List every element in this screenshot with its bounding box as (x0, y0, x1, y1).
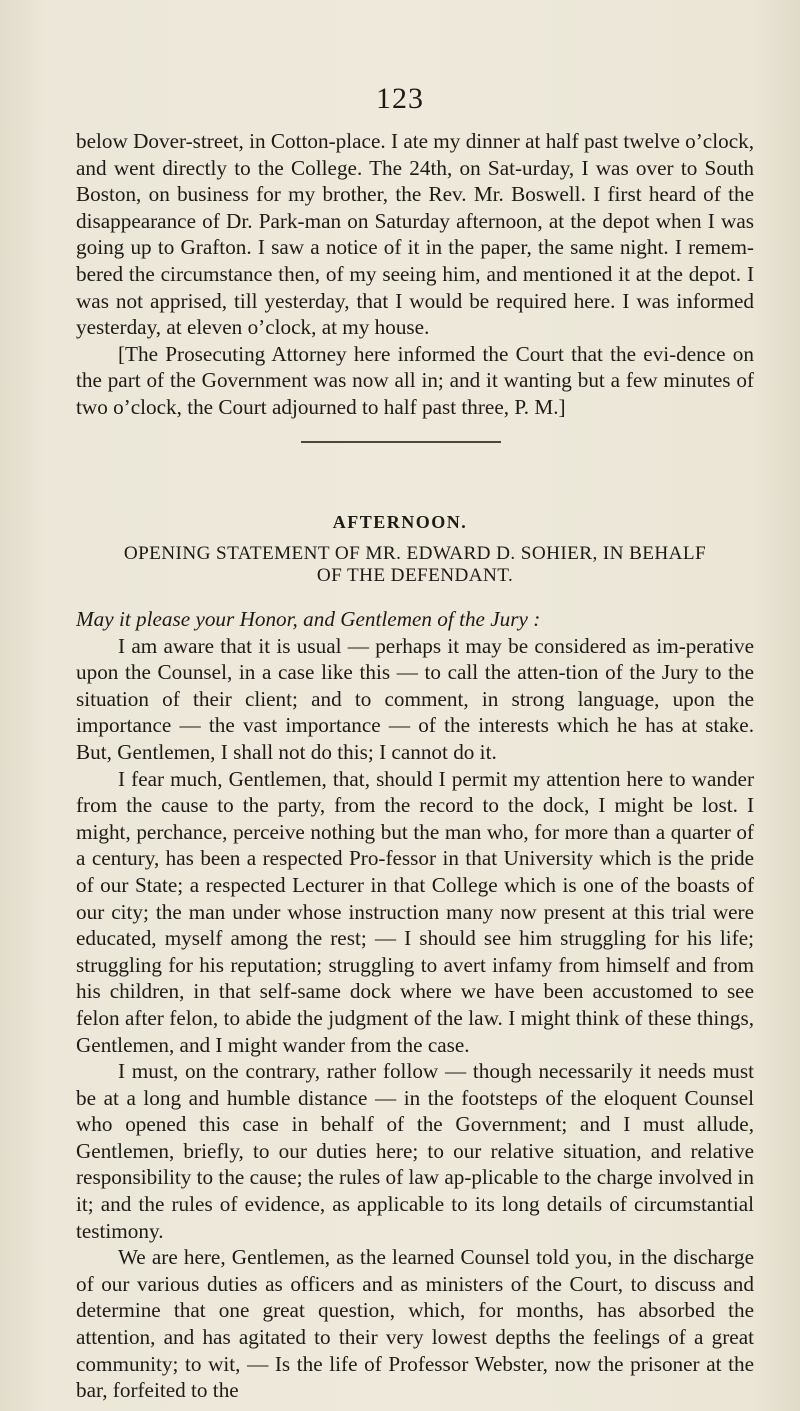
opening-heading-line-1: OPENING STATEMENT OF MR. EDWARD D. SOHIER, IN BEHALF (123, 543, 707, 564)
statement-paragraph: I must, on the contrary, rather follow — though necessarily it needs must be at a long and humble distance — in the footsteps of the eloquent Counsel who opened this case in behalf of the Government; and I must allude, Gentlemen, briefly, to our duties here; to our relative situation, and relative responsibility to the cause; the rules of law ap-plicable to the charge involved in it; and the rules of evidence, as applicable to its long details of circumstantial testimony. (76, 1059, 754, 1243)
court-note-paragraph: [The Prosecuting Attorney here informed the Court that the evi-dence on the part of the Government was now all in; and it wanting but a few minutes of two o’clock, the Court adjourned to half past three, P. M.] (76, 341, 754, 419)
statement-paragraph: We are here, Gentlemen, as the learned Counsel told you, in the discharge of our various duties as officers and as ministers of the Court, to discuss and determine that one great question, which, for months, has absorbed the attention, and has agitated to their very lowest depths the feelings of a great community; to wit, — Is the life of Professor Webster, now the prisoner at the bar, forfeited to the (76, 1245, 754, 1403)
statement-paragraph: I fear much, Gentlemen, that, should I permit my attention here to wander from the cause to the party, from the record to the dock, I might be lost. I might, perchance, perceive nothing but the man who, for more than a quarter of a century, has been a respected Pro-fessor in that University which is the pride of our State; a respected Lecturer in that College which is one of the boasts of our city; the man under whose instruction many now present at this trial were educated, myself among the rest; — I should see him struggling for his life; struggling for his reputation; struggling to avert infamy from himself and from his children, in that self-same dock where we have been accustomed to see felon after felon, to abide the judgment of the law. I might think of these things, Gentlemen, and I might wander from the case. (76, 766, 754, 1057)
page-number: 123 (376, 82, 424, 115)
salutation: May it please your Honor, and Gentlemen of the Jury : (76, 607, 541, 631)
section-divider (301, 441, 501, 443)
opening-heading-line-2: OF THE DEFENDANT. (316, 565, 514, 586)
opening-statement-text (76, 606, 754, 1404)
testimony-text (76, 128, 754, 421)
statement-paragraph: I am aware that it is usual — perhaps it may be considered as im-perative upon the Counsel, in a case like this — to call the atten-tion of the Jury to the situation of their client; and to comment, in strong language, upon the importance — the vast importance — of the interests which he has at stake. But, Gentlemen, I shall not do this; I cannot do it. (76, 633, 754, 764)
testimony-paragraph: below Dover-street, in Cotton-place. I ate my dinner at half past twelve o’clock, and went directly to the College. The 24th, on Sat-urday, I was over to South Boston, on business for my brother, the Rev. Mr. Boswell. I first heard of the disappearance of Dr. Park-man on Saturday afternoon, at the depot when I was going up to Grafton. I saw a notice of it in the paper, the same night. I remem-bered the circumstance then, of my seeing him, and mentioned it at the depot. I was not apprised, till yesterday, that I would be required here. I was informed yesterday, at eleven o’clock, at my house. (76, 129, 754, 340)
afternoon-heading: AFTERNOON. (332, 512, 468, 532)
opening-statement-heading (76, 543, 754, 587)
